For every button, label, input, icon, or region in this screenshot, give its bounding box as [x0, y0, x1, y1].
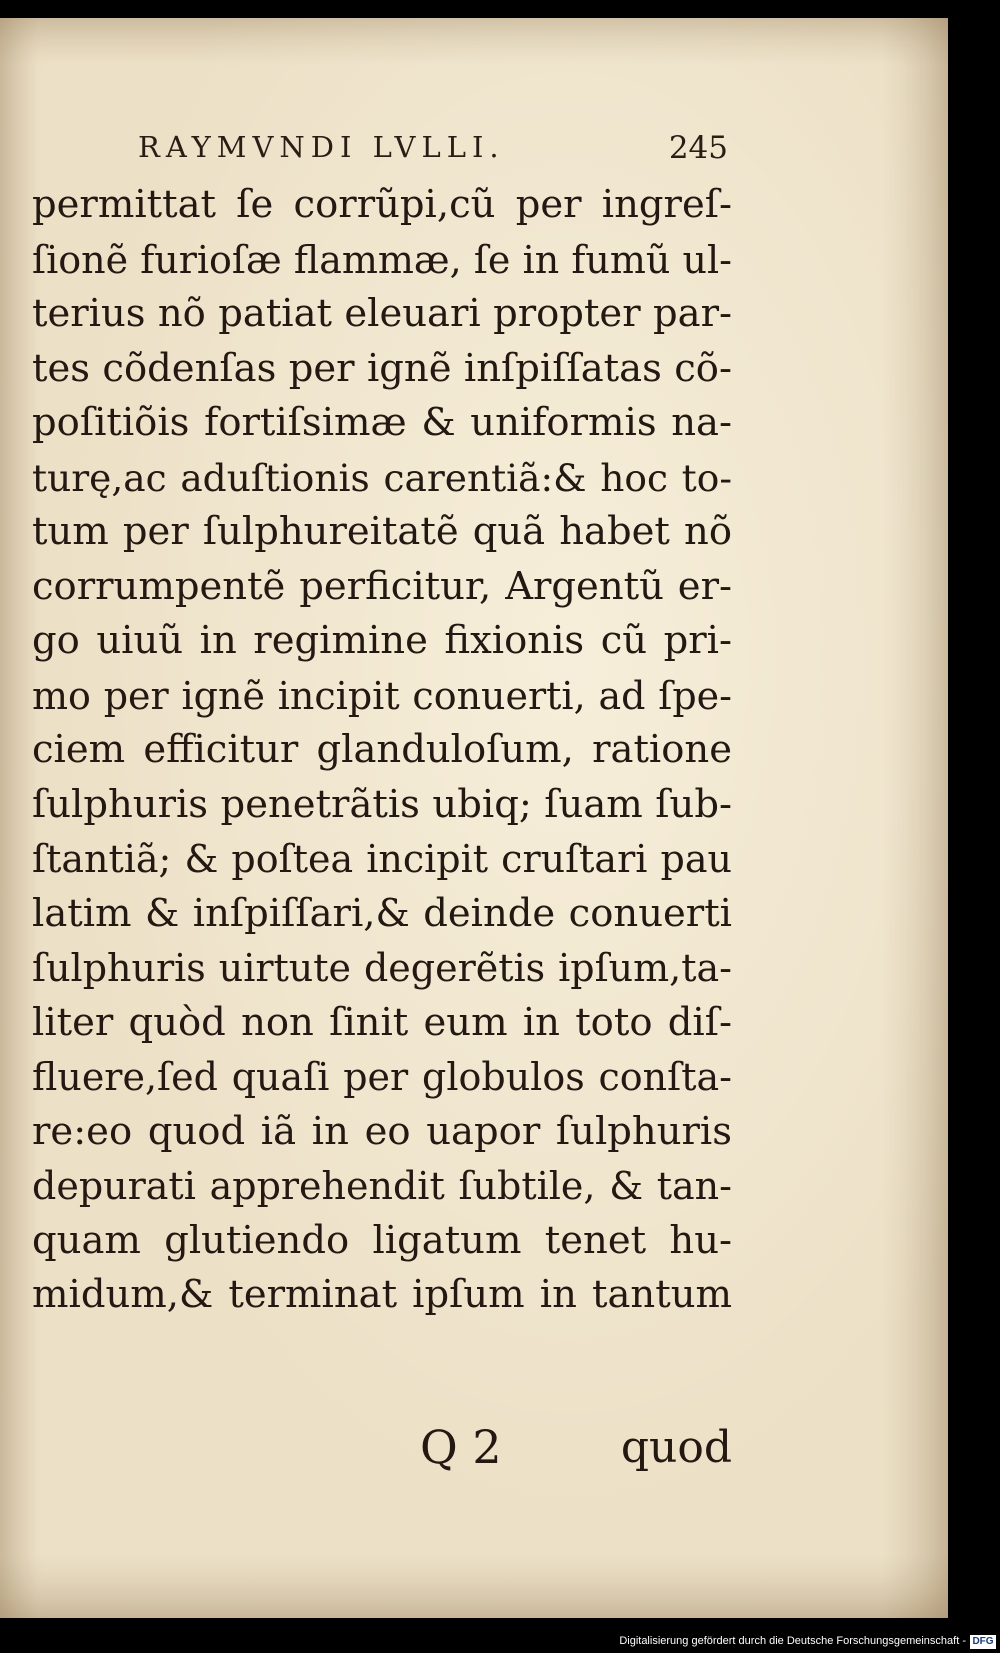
- text-line: liter quòd non ſinit eum in toto diſ-: [32, 999, 732, 1045]
- text-line: go uiuũ in regimine fixionis cũ pri-: [32, 618, 732, 663]
- digitization-credit: Digitalisierung gefördert durch die Deutsche Forschungsgemeinschaft -: [619, 1635, 966, 1647]
- text-line: ciem efficitur glanduloſum, ratione: [32, 727, 732, 772]
- dfg-logo: DFG: [970, 1635, 996, 1649]
- text-line: latim & inſpiſſari,& deinde conuerti: [32, 890, 732, 936]
- catchword: quod: [620, 1422, 732, 1473]
- text-line: corrumpentẽ perficitur, Argentũ er-: [32, 563, 732, 609]
- text-line: ſtantiã; & poſtea incipit cruſtari pau: [32, 837, 732, 881]
- body-text: [32, 178, 732, 1323]
- text-line: mo per ignẽ incipit conuerti, ad ſpe-: [32, 673, 732, 718]
- text-line: permittat ſe corrũpi,cũ per ingreſ-: [32, 182, 732, 227]
- text-line: ſulphuris penetrãtis ubiq; ſuam ſub-: [32, 781, 732, 827]
- text-line: tes cõdenſas per ignẽ inſpiſſatas cõ-: [32, 345, 732, 391]
- text-line: turę,ac aduſtionis carentiã:& hoc to-: [32, 455, 732, 500]
- catchline: [32, 1420, 732, 1480]
- text-line: re:eo quod iã in eo uapor ſulphuris: [32, 1108, 732, 1154]
- text-line: terius nõ patiat eleuari propter par-: [32, 291, 732, 336]
- text-line: ſionẽ furioſæ flammæ, ſe in fumũ ul-: [32, 237, 732, 282]
- text-line: depurati apprehendit ſubtile, & tan-: [32, 1164, 732, 1208]
- text-line: fluere,ſed quaſi per globulos conſta-: [32, 1055, 732, 1099]
- running-head-title: RAYMVNDI LVLLI.: [138, 130, 505, 164]
- book-page: [0, 18, 948, 1618]
- text-line: ſulphuris uirtute degerẽtis ipſum,ta-: [32, 946, 732, 990]
- page-number: 245: [668, 130, 728, 166]
- signature-mark: Q 2: [420, 1420, 502, 1474]
- text-line: tum per ſulphureitatẽ quã habet nõ: [32, 509, 732, 554]
- text-line: poſitiõis fortiſsimæ & uniformis na-: [32, 400, 732, 445]
- running-head: [138, 130, 728, 174]
- text-line: midum,& terminat ipſum in tantum: [32, 1272, 732, 1317]
- text-line: quam glutiendo ligatum tenet hu-: [32, 1217, 732, 1263]
